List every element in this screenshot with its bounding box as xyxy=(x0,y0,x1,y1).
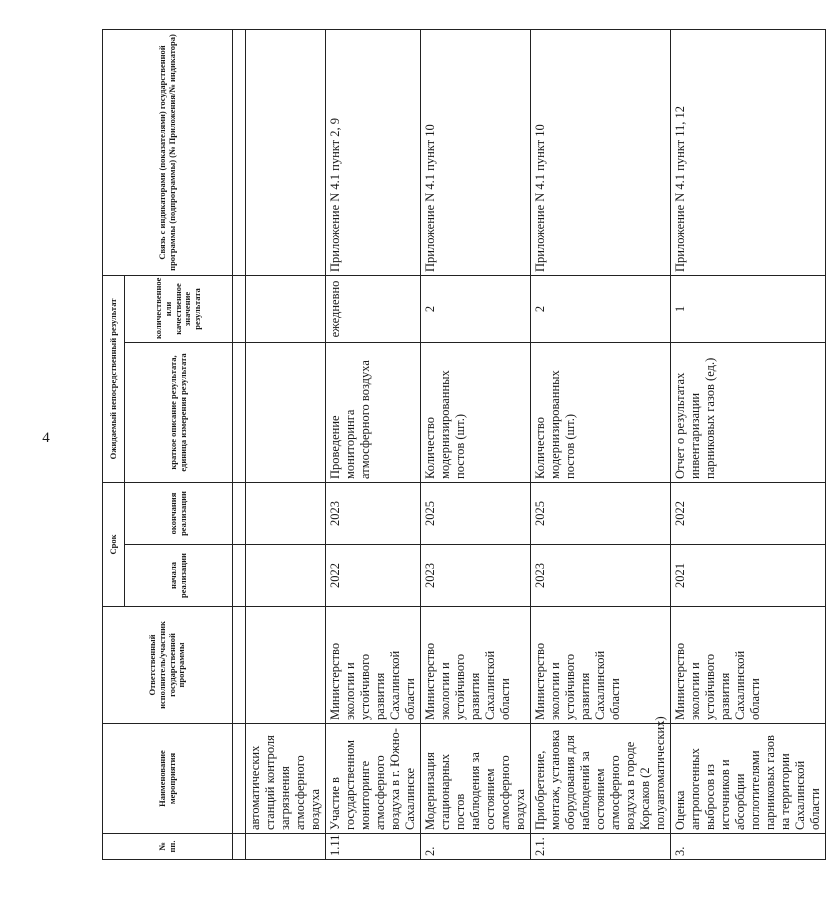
cell-value: 2 xyxy=(531,275,671,342)
cell-name: Приобретение, монтаж, установка оборудования для наблюдений за состоянием атмосферного воздуха в городе Корсаков (2 полуавтоматических) xyxy=(531,724,671,834)
cell-responsible: Министерство экологии и устойчивого развития Сахалинской области xyxy=(531,607,671,724)
cell-responsible xyxy=(246,607,326,724)
cell-start: 2023 xyxy=(421,545,531,607)
cell-desc: Количество модернизированных постов (шт.) xyxy=(531,342,671,482)
cell-start: 2022 xyxy=(326,545,421,607)
header-value: количественное или качественное значение результата xyxy=(125,275,233,342)
header-responsible: Ответственный исполнитель/участник государственной программы xyxy=(103,607,233,724)
cell-num: 3. xyxy=(671,834,826,860)
header-desc: краткое описание результата, единица измерения результата xyxy=(125,342,233,482)
header-end: окончания реализации xyxy=(125,482,233,544)
cell-responsible: Министерство экологии и устойчивого развития Сахалинской области xyxy=(421,607,531,724)
cell-num: 2.1. xyxy=(531,834,671,860)
cell-start: 2021 xyxy=(671,545,826,607)
rotated-table-container xyxy=(102,30,822,860)
cell-link: Приложение N 4.1 пункт 10 xyxy=(421,29,531,275)
header-row-blank xyxy=(233,29,246,859)
cell-end xyxy=(246,482,326,544)
cell-responsible: Министерство экологии и устойчивого развития Сахалинской области xyxy=(326,607,421,724)
cell-start: 2023 xyxy=(531,545,671,607)
cell-name: автоматических станций контроля загрязнения атмосферного воздуха xyxy=(246,724,326,834)
table-row xyxy=(531,29,671,859)
cell-link: Приложение N 4.1 пункт 2, 9 xyxy=(326,29,421,275)
table-row xyxy=(246,29,326,859)
header-start: начала реализации xyxy=(125,545,233,607)
header-num: № пп. xyxy=(103,834,233,860)
header-row-1 xyxy=(103,29,125,859)
cell-responsible: Министерство экологии и устойчивого развития Сахалинской области xyxy=(671,607,826,724)
cell-value: 2 xyxy=(421,275,531,342)
cell-value: ежедневно xyxy=(326,275,421,342)
cell-start xyxy=(246,545,326,607)
cell-end: 2025 xyxy=(531,482,671,544)
table-row xyxy=(671,29,826,859)
cell-name: Модернизация стационарных постов наблюдения за состоянием атмосферного воздуха xyxy=(421,724,531,834)
cell-desc: Отчет о результатах инвентаризации парниковых газов (ед.) xyxy=(671,342,826,482)
cell-desc: Количество модернизированных постов (шт.) xyxy=(421,342,531,482)
table-row xyxy=(326,29,421,859)
cell-name: Участие в государственном мониторинге атмосферного воздуха в г. Южно-Сахалинске xyxy=(326,724,421,834)
cell-end: 2022 xyxy=(671,482,826,544)
header-link: Связь с индикаторами (показателями) государственной программы (подпрограммы) (№ Приложения/№ индикатора) xyxy=(103,29,233,275)
header-name: Наименование мероприятия xyxy=(103,724,233,834)
cell-value: 1 xyxy=(671,275,826,342)
cell-end: 2023 xyxy=(326,482,421,544)
cell-num xyxy=(246,834,326,860)
cell-end: 2025 xyxy=(421,482,531,544)
cell-num: 1.11 xyxy=(326,834,421,860)
header-result: Ожидаемый непосредственный результат xyxy=(103,275,125,482)
cell-desc xyxy=(246,342,326,482)
cell-desc: Проведение мониторинга атмосферного воздуха xyxy=(326,342,421,482)
cell-link: Приложение N 4.1 пункт 10 xyxy=(531,29,671,275)
cell-name: Оценка антропогенных выбросов из источников и абсорбции поглотителями парниковых газов на территории Сахалинской области xyxy=(671,724,826,834)
page-number: 4 xyxy=(42,430,50,446)
events-table xyxy=(102,29,826,860)
cell-num: 2. xyxy=(421,834,531,860)
cell-value xyxy=(246,275,326,342)
table-row xyxy=(421,29,531,859)
cell-link xyxy=(246,29,326,275)
cell-link: Приложение N 4.1 пункт 11, 12 xyxy=(671,29,826,275)
header-term: Срок xyxy=(103,482,125,606)
